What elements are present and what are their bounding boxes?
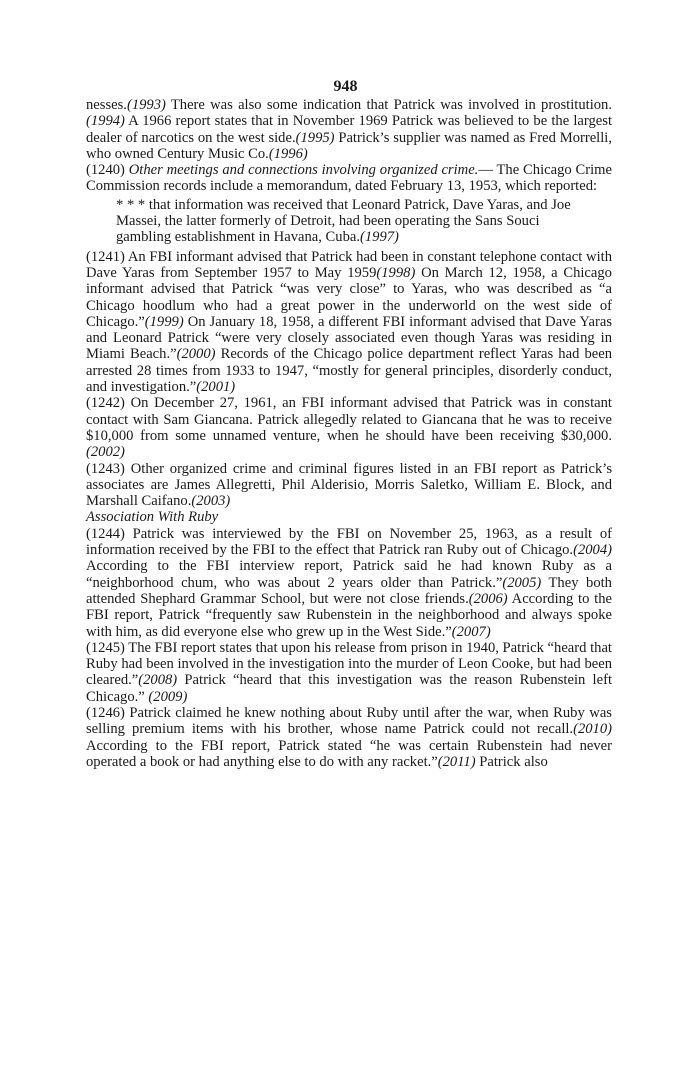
text-run: (1246) Patrick claimed he knew nothing about Ruby until after the war, when Ruby was selling premium items with his brother, whose name Patrick could not recall. <box>86 704 612 738</box>
section-heading <box>86 509 612 525</box>
italic-run: Association With Ruby <box>86 509 219 526</box>
paragraph-p1246 <box>86 705 612 770</box>
paragraph-p1242 <box>86 395 612 460</box>
text-run: There was also some indication that Patrick was involved in prostitution. <box>165 97 612 113</box>
italic-run: Other meetings and connections involving organized crime. <box>128 162 479 179</box>
italic-run: (2009) <box>148 688 188 705</box>
text-run: (1240) <box>86 162 129 179</box>
italic-run: (2005) <box>502 574 542 591</box>
italic-run: (2008) <box>138 672 178 689</box>
italic-run: (2010) <box>573 721 612 738</box>
italic-run: (2007) <box>451 623 491 640</box>
paragraph-p1244 <box>86 526 612 640</box>
page-number: 948 <box>333 78 358 95</box>
italic-run: (2004) <box>573 542 612 559</box>
text-run: According to the FBI report, Patrick “frequently saw Rubenstein in the neighborhood and always spoke with him, as did everyone else who grew up in the West Side.” <box>86 590 612 640</box>
text-run: (1244) Patrick was interviewed by the FBI on November 25, 1963, as a result of information received by the FBI to the effect that Patrick ran Ruby out of Chicago. <box>86 525 612 559</box>
text-run: (1242) On December 27, 1961, an FBI informant advised that Patrick was in constant contact with Sam Giancana. Patrick allegedly related to Giancana that he was to receive $10,000 from some unnamed venture, when he should have been receiving $30,000. <box>86 395 612 444</box>
text-run: According to the FBI report, Patrick stated “he was certain Rubenstein had never operated a book or had anything else to do with any racket.” <box>86 737 612 770</box>
italic-run: (2006) <box>468 590 508 607</box>
text-run: According to the FBI interview report, Patrick said he had known Ruby as a “neighborhood chum, who was about 2 years older than Patrick.” <box>86 558 612 591</box>
italic-run: (2003) <box>191 493 231 510</box>
italic-run: (1997) <box>360 229 399 246</box>
block-quote <box>116 197 612 246</box>
text-run: — The Chicago Crime Commission records include a memorandum, dated February 13, 1953, which reported: <box>86 162 612 195</box>
paragraph-p1241 <box>86 249 612 396</box>
italic-run: (1993) <box>126 97 166 113</box>
paragraph-p1243 <box>86 461 612 510</box>
text-run: Patrick “heard that this investigation was the reason Rubenstein left Chicago.” <box>86 672 612 705</box>
text-run: (1243) Other organized crime and criminal figures listed in an FBI report as Patrick’s associates are James Allegretti, Phil Alderisio, Morris Saletko, William E. Block, and Marshall Caifano. <box>86 460 612 510</box>
italic-run: (1998) <box>376 264 416 281</box>
paragraph-p1245 <box>86 640 612 705</box>
italic-run: (1994) <box>86 113 125 130</box>
text-run: (1245) The FBI report states that upon his release from prison in 1940, Patrick “heard that Ruby had been involved in the investigation into the murder of Leon Cooke, but had been cleared.” <box>86 639 612 689</box>
italic-run: (2002) <box>86 444 125 461</box>
italic-run: (1999) <box>144 313 184 330</box>
italic-run: (1996) <box>268 145 308 162</box>
text-run: * * * that information was received that Leonard Patrick, Dave Yaras, and Joe Massei, the latter formerly of Detroit, had been operating the Sans Souci gambling establishment in Havana, Cuba. <box>116 196 571 246</box>
italic-run: (2011) <box>437 753 476 770</box>
text-run: (1241) An FBI informant advised that Patrick had been in constant telephone contact with Dave Yaras from September 1957 to May 1959 <box>86 248 612 281</box>
paragraph-p0 <box>86 97 612 162</box>
text-run: nesses. <box>86 97 127 113</box>
italic-run: (2000) <box>176 346 216 363</box>
text-run: Records of the Chicago police department reflect Yaras had been arrested 28 times from 1933 to 1947, “mostly for general principles, disorderly conduct, and investigation.” <box>86 346 612 396</box>
text-run: A 1966 report states that in November 1969 Patrick was believed to be the largest dealer of narcotics on the west side. <box>86 113 612 146</box>
text-run: On January 18, 1958, a different FBI informant advised that Dave Yaras and Leonard Patrick “were very closely associated even though Yaras was residing in Miami Beach.” <box>86 313 612 363</box>
text-run: Patrick’s supplier was named as Fred Morrelli, who owned Century Music Co. <box>86 129 612 162</box>
text-run: On March 12, 1958, a Chicago informant advised that Patrick “was very close” to Yaras, who was described as “a Chicago hoodlum who had a great power in the underworld on the west side of Chicago.” <box>86 264 612 330</box>
text-run: Patrick also <box>475 753 548 770</box>
italic-run: (1995) <box>295 129 335 146</box>
paragraph-p1240 <box>86 162 612 195</box>
document-body <box>86 97 612 770</box>
italic-run: (2001) <box>196 379 236 396</box>
text-run: They both attended Shephard Grammar School, but were not close friends. <box>86 574 612 607</box>
